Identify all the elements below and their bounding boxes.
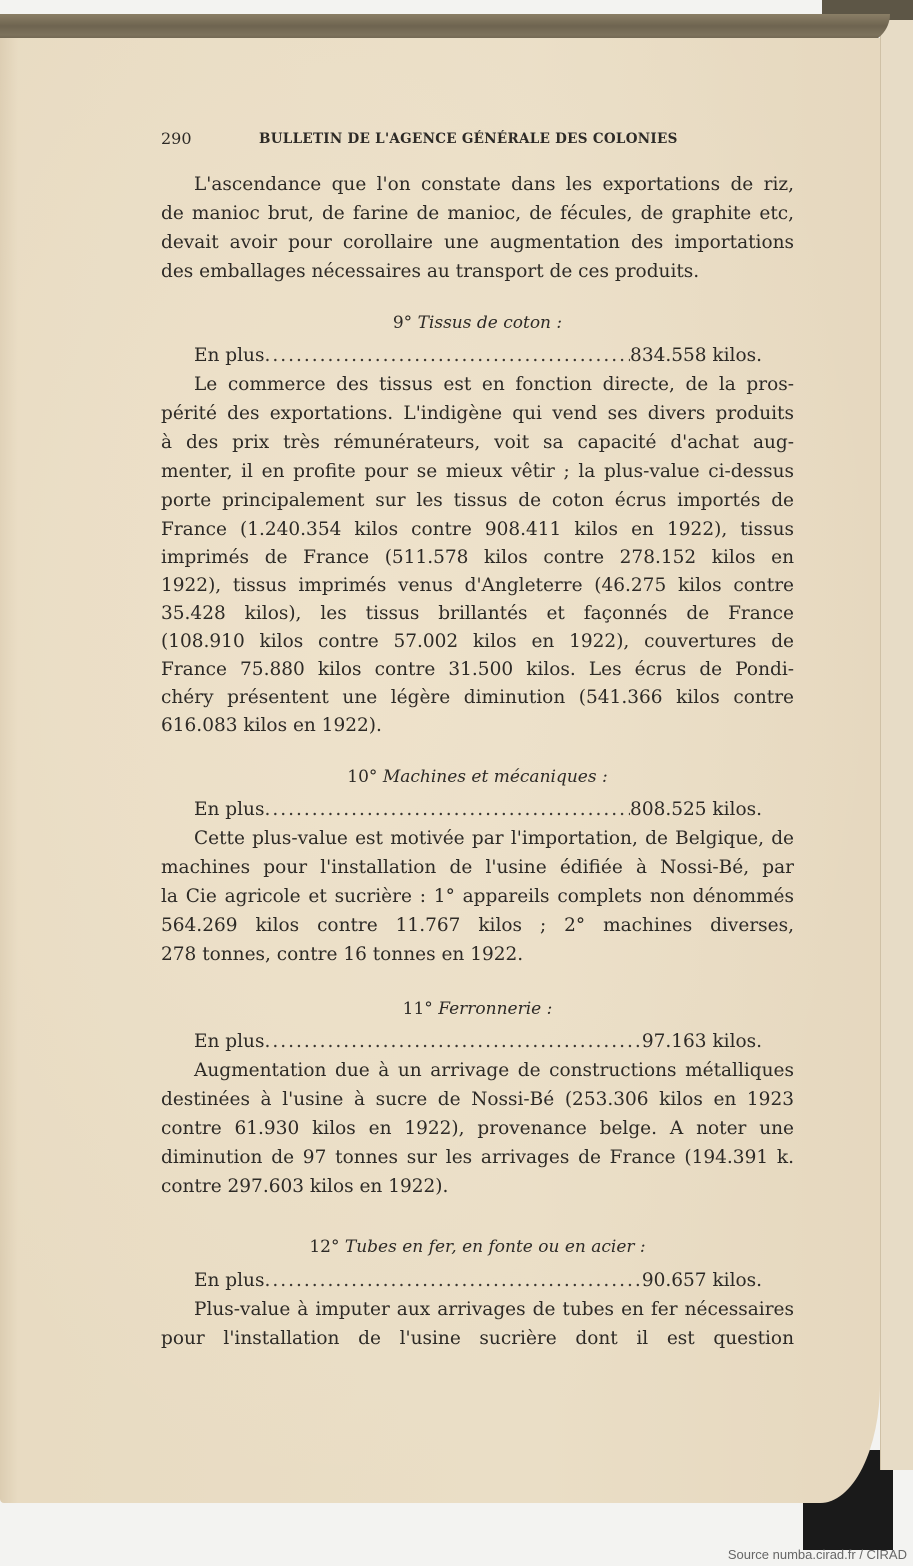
paragraph-line: France (1.240.354 kilos contre 908.411 kilos en 1922), tissus [161, 519, 794, 540]
en-plus-label: En plus [194, 1031, 265, 1052]
section-heading-12 [161, 1234, 794, 1260]
paragraph-line: à des prix très rémunérateurs, voit sa capacité d'achat aug- [161, 432, 794, 453]
en-plus-label: En plus [194, 1270, 265, 1291]
paragraph-line: la Cie agricole et sucrière : 1° appareils complets non dénommés [161, 886, 794, 907]
paragraph-line: des emballages nécessaires au transport de ces produits. [161, 261, 700, 282]
paragraph-line: machines pour l'installation de l'usine édifiée à Nossi-Bé, par [161, 857, 794, 878]
section-title: Tubes en fer, en fonte ou en acier : [344, 1237, 646, 1257]
paragraph-line: L'ascendance que l'on constate dans les exportations de riz, [194, 174, 794, 195]
section-heading-11 [161, 996, 794, 1022]
paragraph-line: 564.269 kilos contre 11.767 kilos ; 2° machines diverses, [161, 915, 794, 936]
paragraph-line: 278 tonnes, contre 16 tonnes en 1922. [161, 944, 524, 965]
en-plus-row [194, 341, 762, 370]
section-number: 10° [347, 767, 378, 787]
paragraph-line: imprimés de France (511.578 kilos contre 278.152 kilos en [161, 547, 794, 568]
en-plus-label: En plus [194, 345, 265, 366]
section-number: 12° [309, 1237, 340, 1257]
section-title: Tissus de coton : [417, 313, 563, 333]
paragraph-line: de manioc brut, de farine de manioc, de fécules, de graphite etc, [161, 203, 794, 224]
running-head-title: BULLETIN DE L'AGENCE GÉNÉRALE DES COLONIES [259, 131, 678, 147]
en-plus-value: 90.657 kilos. [641, 1270, 762, 1291]
paragraph-line: destinées à l'usine à sucre de Nossi-Bé (253.306 kilos en 1923 [161, 1089, 794, 1110]
dot-leader [264, 341, 630, 370]
dot-leader [264, 795, 630, 824]
next-page-edge [880, 20, 913, 1470]
section-title: Ferronnerie : [438, 999, 553, 1019]
paragraph-line: France 75.880 kilos contre 31.500 kilos. Les écrus de Pondi- [161, 659, 794, 680]
scanned-page [0, 38, 880, 1503]
paragraph-line: diminution de 97 tonnes sur les arrivages de France (194.391 k. [161, 1147, 794, 1168]
section-heading-9 [161, 310, 794, 336]
paragraph-line: contre 61.930 kilos en 1922), provenance belge. A noter une [161, 1118, 794, 1139]
paragraph-line: menter, il en profite pour se mieux vêtir ; la plus-value ci-dessus [161, 461, 794, 482]
paragraph-line: 35.428 kilos), les tissus brillantés et façonnés de France [161, 603, 794, 624]
paragraph-line: Cette plus-value est motivée par l'importation, de Belgique, de [194, 828, 794, 849]
paragraph-line: 616.083 kilos en 1922). [161, 715, 382, 736]
paragraph-line: Le commerce des tissus est en fonction directe, de la pros- [194, 374, 794, 395]
section-heading-10 [161, 764, 794, 790]
dot-leader [264, 1027, 641, 1056]
en-plus-value: 834.558 kilos. [630, 345, 762, 366]
en-plus-row [194, 1027, 762, 1056]
paragraph-line: Augmentation due à un arrivage de constructions métalliques [194, 1060, 794, 1081]
running-head [161, 129, 794, 149]
en-plus-value: 97.163 kilos. [641, 1031, 762, 1052]
paragraph-line: périté des exportations. L'indigène qui vend ses divers produits [161, 403, 794, 424]
paragraph-line: contre 297.603 kilos en 1922). [161, 1176, 449, 1197]
en-plus-label: En plus [194, 799, 265, 820]
section-title: Machines et mécaniques : [382, 767, 608, 787]
en-plus-row [194, 795, 762, 824]
dot-leader [264, 1266, 641, 1295]
paragraph-line: devait avoir pour corollaire une augmentation des importations [161, 232, 794, 253]
paragraph-line: 1922), tissus imprimés venus d'Angleterre (46.275 kilos contre [161, 575, 794, 596]
paragraph-line: pour l'installation de l'usine sucrière dont il est question [161, 1328, 794, 1349]
page-number: 290 [161, 129, 192, 148]
section-number: 11° [402, 999, 433, 1019]
section-number: 9° [392, 313, 413, 333]
paragraph-line: chéry présentent une légère diminution (541.366 kilos contre [161, 687, 794, 708]
en-plus-value: 808.525 kilos. [630, 799, 762, 820]
source-credit: Source numba.cirad.fr / CIRAD [727, 1547, 907, 1562]
paragraph-line: (108.910 kilos contre 57.002 kilos en 1922), couvertures de [161, 631, 794, 652]
paragraph-line: Plus-value à imputer aux arrivages de tubes en fer nécessaires [194, 1299, 794, 1320]
en-plus-row [194, 1266, 762, 1295]
paragraph-line: porte principalement sur les tissus de coton écrus importés de [161, 490, 794, 511]
